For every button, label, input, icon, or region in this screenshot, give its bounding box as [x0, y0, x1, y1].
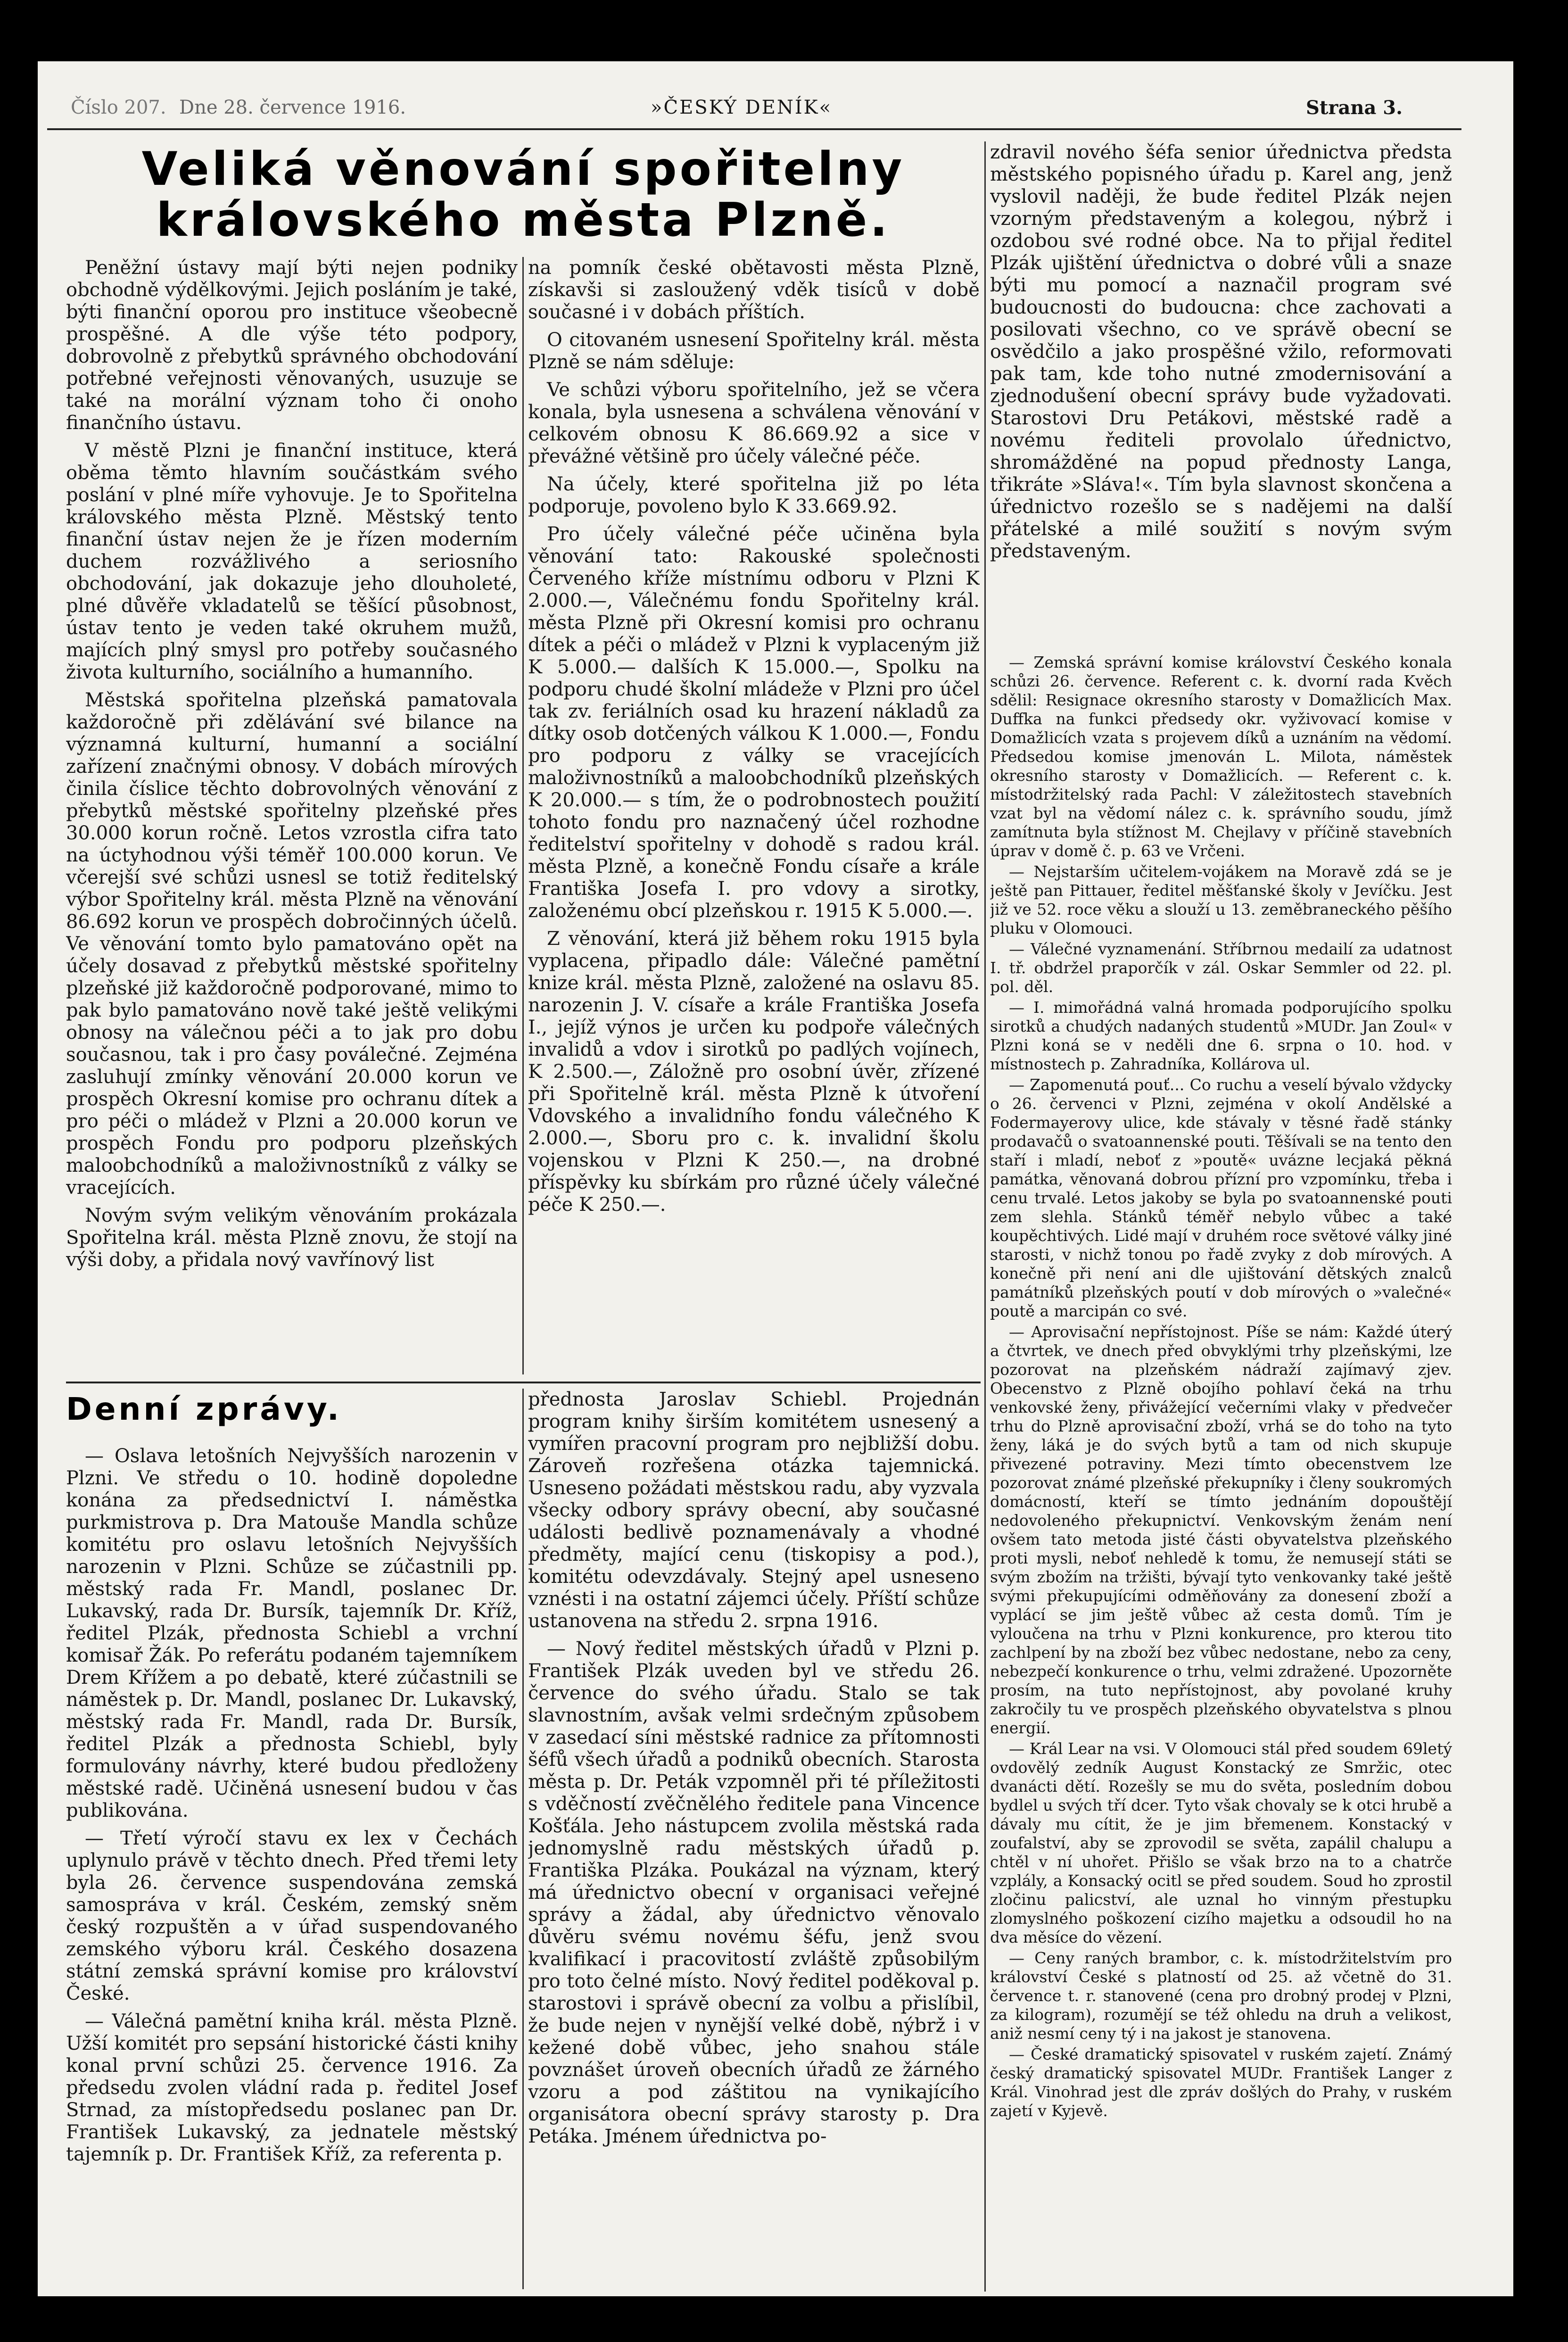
- paragraph: — Oslava letošních Nejvyšších narozenin v Plzni. Ve středu o 10. hodině dopoledne konána za předsednictví I. náměstka purkmistrova p. Dra Matouše Mandla schůze komitétu pro oslavu letošních Nejvyšších narozenin v Plzni. Schůze se zúčastnili pp. městský rada Fr. Mandl, poslanec Dr. Lukavský, rada Dr. Bursík, tajemník Dr. Kříž, ředitel Plzák, přednosta Schiebl a vrchní komisař Žák. Po referátu podaném tajemníkem Drem Křížem a po debatě, které zúčastnili se náměstek p. Dr. Mandl, poslanec Dr. Lukavský, městský rada Fr. Mandl, rada Dr. Bursík, ředitel Plzák a přednosta Schiebl, byly formulovány návrhy, které budou předloženy městské radě. Učiněná usnesení budou v čas publikována.: [66, 1445, 518, 1821]
- section-title: Denní zprávy.: [66, 1391, 342, 1427]
- section-rule: [66, 1382, 981, 1383]
- news-note: — Ceny raných brambor, c. k. místodržitelstvím pro království České s platností od 25. až včetně do 31. července t. r. stanovené (cena pro drobný prodej v Plzni, za kilogram), rozumějí se též ohledu na druh a velikost, aniž nesmí ceny tý i na jakost je stanovena.: [990, 1949, 1452, 2043]
- header-rule: [47, 128, 1461, 130]
- paragraph: Novým svým velikým věnováním prokázala Spořitelna král. města Plzně znovu, že stojí na výši doby, a přidala nový vavřínový list: [66, 1205, 518, 1271]
- paragraph: Ve schůzi výboru spořitelního, jež se včera konala, byla usnesena a schválena věnování v celkovém obnosu K 86.669.92 a sice v převážné většině pro účely válečné péče.: [528, 379, 980, 467]
- news-notes-column: [990, 653, 1452, 2289]
- paragraph: na pomník české obětavosti města Plzně, získavši si zasloužený vděk tisíců v době současné i v dobách příštích.: [528, 257, 980, 323]
- masthead: »ČESKÝ DENÍK«: [651, 97, 833, 118]
- daily-news-column-2: [528, 1389, 980, 2289]
- news-note: — Nejstarším učitelem-vojákem na Moravě zdá se je ještě pan Pittauer, ředitel měšťanské školy v Jevíčku. Jest již ve 52. roce věku a slouží u 13. zeměbraneckého pěšího pluku v Olomouci.: [990, 862, 1452, 937]
- news-note: — Válečné vyznamenání. Stříbrnou medailí za udatnost I. tř. obdržel praporčík v zál. Oskar Semmler od 22. pl. pol. děl.: [990, 940, 1452, 996]
- daily-news-column-1: [66, 1445, 518, 2289]
- paragraph: O citovaném usnesení Spořitelny král. města Plzně se nám sděluje:: [528, 329, 980, 373]
- news-note: — Aprovisační nepřístojnost. Píše se nám: Každé úterý a čtvrtek, ve dnech před obvyklými trhy plzeňskými, lze pozorovat na plzeňském nádraží zajímavý zjev. Obecenstvo z Plzně obojího pohlaví čeká na trhu venkovské ženy, přivážející večerními vlaky v předvečer trhu do Plzně aprovisační zboží, vrhá se do toho na tyto ženy, láká je do svých bytů a tam od nich skupuje přivezené potraviny. Mezi tímto obecenstvem lze pozorovat známé plzeňské překupníky i členy soukromých domácností, kteří se tímto jednáním dopouštějí nedovoleného překupnictví. Venkovským ženám není ovšem tato metoda jisté části obyvatelstva plzeňského proti mysli, neboť nehledě k tomu, že nemusejí státi se svým zbožím na tržišti, bývají tyto venkovanky také ještě svými překupujícími odměňovány za donesení zboží a vyplácí se jim ještě vůbec až cesta domů. Tím je vyloučena na trhu v Plzni konkurence, pro kterou tito zachlpení by na zboží bez vůbec nedostane, nebo za ceny, nebezpečí konkurence o trhu, velmi zdražené. Upozorněte prosím, na tuto nepřístojnost, aby povolané kruhy zakročily tu ve prospěch plzeňského obyvatelstva s plnou energií.: [990, 1323, 1452, 1737]
- headline: Veliká věnování spořitelny královského města Plzně.: [141, 142, 905, 247]
- paragraph: — Válečná pamětní kniha král. města Plzně. Užší komitét pro sepsání historické části knihy konal první schůzi 25. července 1916. Za předsedu zvolen vládní rada p. ředitel Josef Strnad, za místopředsedu poslanec pan Dr. František Lukavský, za jednatele městský tajemník p. Dr. František Kříž, za referenta p.: [66, 2011, 518, 2165]
- paragraph: zdravil nového šéfa senior úřednictva předsta městského popisného úřadu p. Karel ang, jenž vyslovil naději, že bude ředitel Plzák nejen vzorným představeným a kolegou, nýbrž i ozdobou své rodné obce. Na to přijal ředitel Plzák ujištění úřednictva o dobré vůli a snaze býti mu pomocí a naznačil program své budoucnosti do budoucna: chce zachovati a posilovati všechno, co ve správě obecní se osvědčilo a jako prospěšné vžilo, reformovati pak tam, kde toho nutné zmodernisování a zjednodušení obecní správy bude vyžadovati. Starostovi Dru Petákovi, městské radě a novému řediteli provolalo úřednictvo, shromážděné na popud přednosty Langa, třikráte »Sláva!«. Tím byla slavnost skončena a úřednictvo rozešlo se s nadějemi na další přátelské a milé soužití s novým svým představeným.: [990, 141, 1452, 562]
- article-column-1: [66, 257, 518, 1374]
- paragraph: V městě Plzni je finanční instituce, která oběma těmto hlavním součástkám svého poslání v plné míře vyhovuje. Je to Spořitelna královského města Plzně. Městský tento finanční ústav nejen že je řízen moderním duchem rozvážlivého a seriosního obchodování, jak dokazuje jeho dlouholeté, plné důvěře vkladatelů se těšící působnost, ústav tento je veden také okruhem mužů, majících plný smysl pro potřeby současného života kulturního, sociálního a humanního.: [66, 440, 518, 683]
- paragraph: Pro účely válečné péče učiněna byla věnování tato: Rakouské společnosti Červeného kříže místnímu odboru v Plzni K 2.000.—, Válečnému fondu Spořitelny král. města Plzně při Okresní komisi pro ochranu dítek a péči o mládež v Plzni k vyplaceným již K 5.000.— dalších K 15.000.—, Spolku na podporu chudé školní mládeže v Plzni pro účel tak zv. feriálních osad ku hrazení nákladů za dítky osob dotčených válkou K 1.000.—, Fondu pro podporu z války se vracejících maloživnostníků a maloobchodníků plzeňských K 20.000.— s tím, že o podrobnostech použití tohoto fondu pro naznačený účel rozhodne ředitelství spořitelny v dohodě s radou král. města Plzně, a konečně Fondu císaře a krále Františka Josefa I. pro vdovy a sirotky, založenému obcí plzeňskou r. 1915 K 5.000.—.: [528, 523, 980, 922]
- column-divider: [522, 257, 524, 1374]
- paragraph: Z věnování, která již během roku 1915 byla vyplacena, připadlo dále: Válečné pamětní knize král. města Plzně, založené na oslavu 85. narozenin J. V. císaře a krále Františka Josefa I., jejíž výnos je určen ku podpoře válečných invalidů a vdov i sirotků po padlých vojínech, K 2.500.—, Záložně pro osobní úvěr, zřízené při Spořitelně král. města Plzně k útvoření Vdovského a invalidního fondu válečného K 2.000.—, Sboru pro c. k. invalidní školu vojenskou v Plzni K 250.—, na drobné příspěvky ku sbírkám pro různé účely válečné péče K 250.—.: [528, 928, 980, 1216]
- article-column-2: [528, 257, 980, 1374]
- paragraph: Peněžní ústavy mají býti nejen podniky obchodně výdělkovými. Jejich posláním je také, býti finanční oporou pro instituce všeobecně prospěšné. A dle výše této podpory, dobrovolně z přebytků správného obchodování potřebné veřejnosti věnovaných, usuzuje se také na morální význam toho či onoho finančního ústavu.: [66, 257, 518, 434]
- article-column-3-top: [990, 141, 1452, 646]
- column-divider: [984, 141, 986, 2292]
- paragraph: — Třetí výročí stavu ex lex v Čechách uplynulo právě v těchto dnech. Před třemi lety byla 26. července suspendována zemská samospráva v král. Českém, zemský sněm český rozpuštěn a v úřad suspendovaného zemského výboru král. Českého dosazena státní zemská správní komise pro království České.: [66, 1828, 518, 2004]
- news-note: — I. mimořádná valná hromada podporujícího spolku sirotků a chudých nadaných studentů »MUDr. Jan Zoul« v Plzni koná se v neděli dne 6. srpna o 10. hod. v místnostech p. Zahradníka, Kollárova ul.: [990, 998, 1452, 1073]
- news-note: — Zapomenutá pouť... Co ruchu a veselí bývalo vždycky o 26. červenci v Plzni, zejména v okolí Andělské a Fodermayerovy ulice, kde stávaly v těsné řadě stánky prodavačů o svatoannenské pouti. Těšívali se na tento den staří i mladí, neboť z »poutě« uvázne lecjaká pěkná památka, věnovaná dobrou přízní pro vzpomínku, třeba i cenu trvalé. Letos jakoby se byla po svatoannenské pouti zem slehla. Stánků téměř nebylo vůbec a také koupěchtivých. Lidé mají v druhém roce světové války jiné starosti, v nichž tonou po řadě zvyky z dob mírových. A konečně při není ani dle ujištování dětských znalců památníků plzeňských poutí v dob mírových o »valečné« poutě a marcipán co své.: [990, 1076, 1452, 1320]
- paragraph: Městská spořitelna plzeňská pamatovala každoročně při zdělávání své bilance na významná kulturní, humanní a sociální zařízení značnými obnosy. V dobách mírových činila číslice těchto dobrovolných věnování z přebytků městské spořitelny plzeňské přes 30.000 korun ročně. Letos vzrostla cifra tato na úctyhodnou výši téměř 100.000 korun. Ve včerejší své schůzi usnesl se totiž ředitelský výbor Spořitelny král. města Plzně na věnování 86.692 korun ve prospěch dobročinných účelů. Ve věnování tomto bylo pamatováno opět na účely dosavad z přebytků městské spořitelny plzeňské již každoročně podporované, mimo to pak bylo pamatováno nově také ještě velikými obnosy na válečnou péči a to jak pro dobu současnou, tak i pro časy poválečné. Zejména zasluhují zmínky věnování 20.000 korun ve prospěch Okresní komise pro ochranu dítek a pro péči o mládež v Plzni a 20.000 korun ve prospěch Fondu pro podporu plzeňských maloobchodníků a maloživnostníků z války se vracejících.: [66, 689, 518, 1199]
- paragraph: — Nový ředitel městských úřadů v Plzni p. František Plzák uveden byl ve středu 26. července do svého úřadu. Stalo se tak slavnostním, avšak velmi srdečným způsobem v zasedací síni městské radnice za přítomnosti šéfů všech úřadů a podniků obecních. Starosta města p. Dr. Peták vzpomněl při té příležitosti s vděčností zvěčnělého ředitele pana Vincence Košťála. Jeho nástupcem zvolila městská rada jednomyslně radu městských úřadů p. Františka Plzáka. Poukázal na význam, který má úřednictvo obecní v organisaci veřejné správy a žádal, aby úřednictvo věnovalo důvěru svému novému šéfu, jenž svou kvalifikací i pracovitostí zvláště způsobilým pro toto čelné místo. Nový ředitel poděkoval p. starostovi i správě obecní za volbu a přislíbil, že bude nejen v nynější velké době, nýbrž i v kežené době vůbec, jeho snahou stále povznášet úroveň obecních úřadů ze žárného vzoru a pod záštitou na vynikajícího organisátora obecní správy starosty p. Dra Petáka. Jménem úřednictva po-: [528, 1638, 980, 2147]
- page-number: Strana 3.: [1306, 97, 1403, 119]
- paragraph: přednosta Jaroslav Schiebl. Projednán program knihy širším komitétem usnesený a vymířen pracovní program pro nejbližší dobu. Zároveň rozřešena otázka tajemnická. Usneseno požádati městskou radu, aby vyzvala všecky odbory správy obecní, aby současné události bedlivě poznamenávaly a vhodné předměty, mající cenu (tiskopisy a pod.), komitétu odevzdávaly. Stejný apel usneseno vznésti i na ostatní zájemci účely. Příští schůze ustanovena na středu 2. srpna 1916.: [528, 1389, 980, 1632]
- paragraph: Na účely, které spořitelna již po léta podporuje, povoleno bylo K 33.669.92.: [528, 473, 980, 517]
- news-note: — České dramatický spisovatel v ruském zajetí. Známý český dramatický spisovatel MUDr. František Langer z Král. Vinohrad jest dle zpráv došlých do Prahy, v ruském zajetí v Kyjevě.: [990, 2045, 1452, 2120]
- news-note: — Král Lear na vsi. V Olomouci stál před soudem 69letý ovdovělý zedník August Konstacký ze Smržic, otec dvanácti dětí. Rozešly se mu do světa, posledním dobou bydlel u svých tří dcer. Tyto však chovaly se k otci hrubě a dávaly mu cítit, že je jim břemenem. Konstacký v zoufalství, aby se zprovodil se světa, zapálil chalupu a chtěl v ní uhořet. Přišlo se však brzo na to a chatrče vzplály, a Konsacký ocitl se před soudem. Soud ho zprostil zločinu palicství, ale uznal ho vinným přestupku zlomyslného poškození cizího majetku a odsoudil ho na dva měsíce do vězení.: [990, 1739, 1452, 1946]
- news-note: — Zemská správní komise království Českého konala schůzi 26. července. Referent c. k. dvorní rada Kvěch sdělil: Resignace okresního starosty v Domažlicích Max. Duffka na funkci předsedy okr. vyživovací komise v Domažlicích vzata s projevem díků a uznáním na vědomí. Předsedou komise jmenován L. Milota, náměstek okresního starosty v Domažlicích. — Referent c. k. místodržitelský rada Pachl: V záležitostech stavebních vzat byl na vědomí nález c. k. správního soudu, jímž zamítnuta byla stížnost M. Chejlavy v příčině stavebních úprav v domě č. p. 63 ve Vrčeni.: [990, 653, 1452, 860]
- newspaper-page: [38, 61, 1513, 2296]
- column-divider: [522, 1389, 524, 2289]
- issue-date: Dne 28. července 1916.: [179, 97, 406, 118]
- issue-number: Číslo 207.: [71, 97, 166, 118]
